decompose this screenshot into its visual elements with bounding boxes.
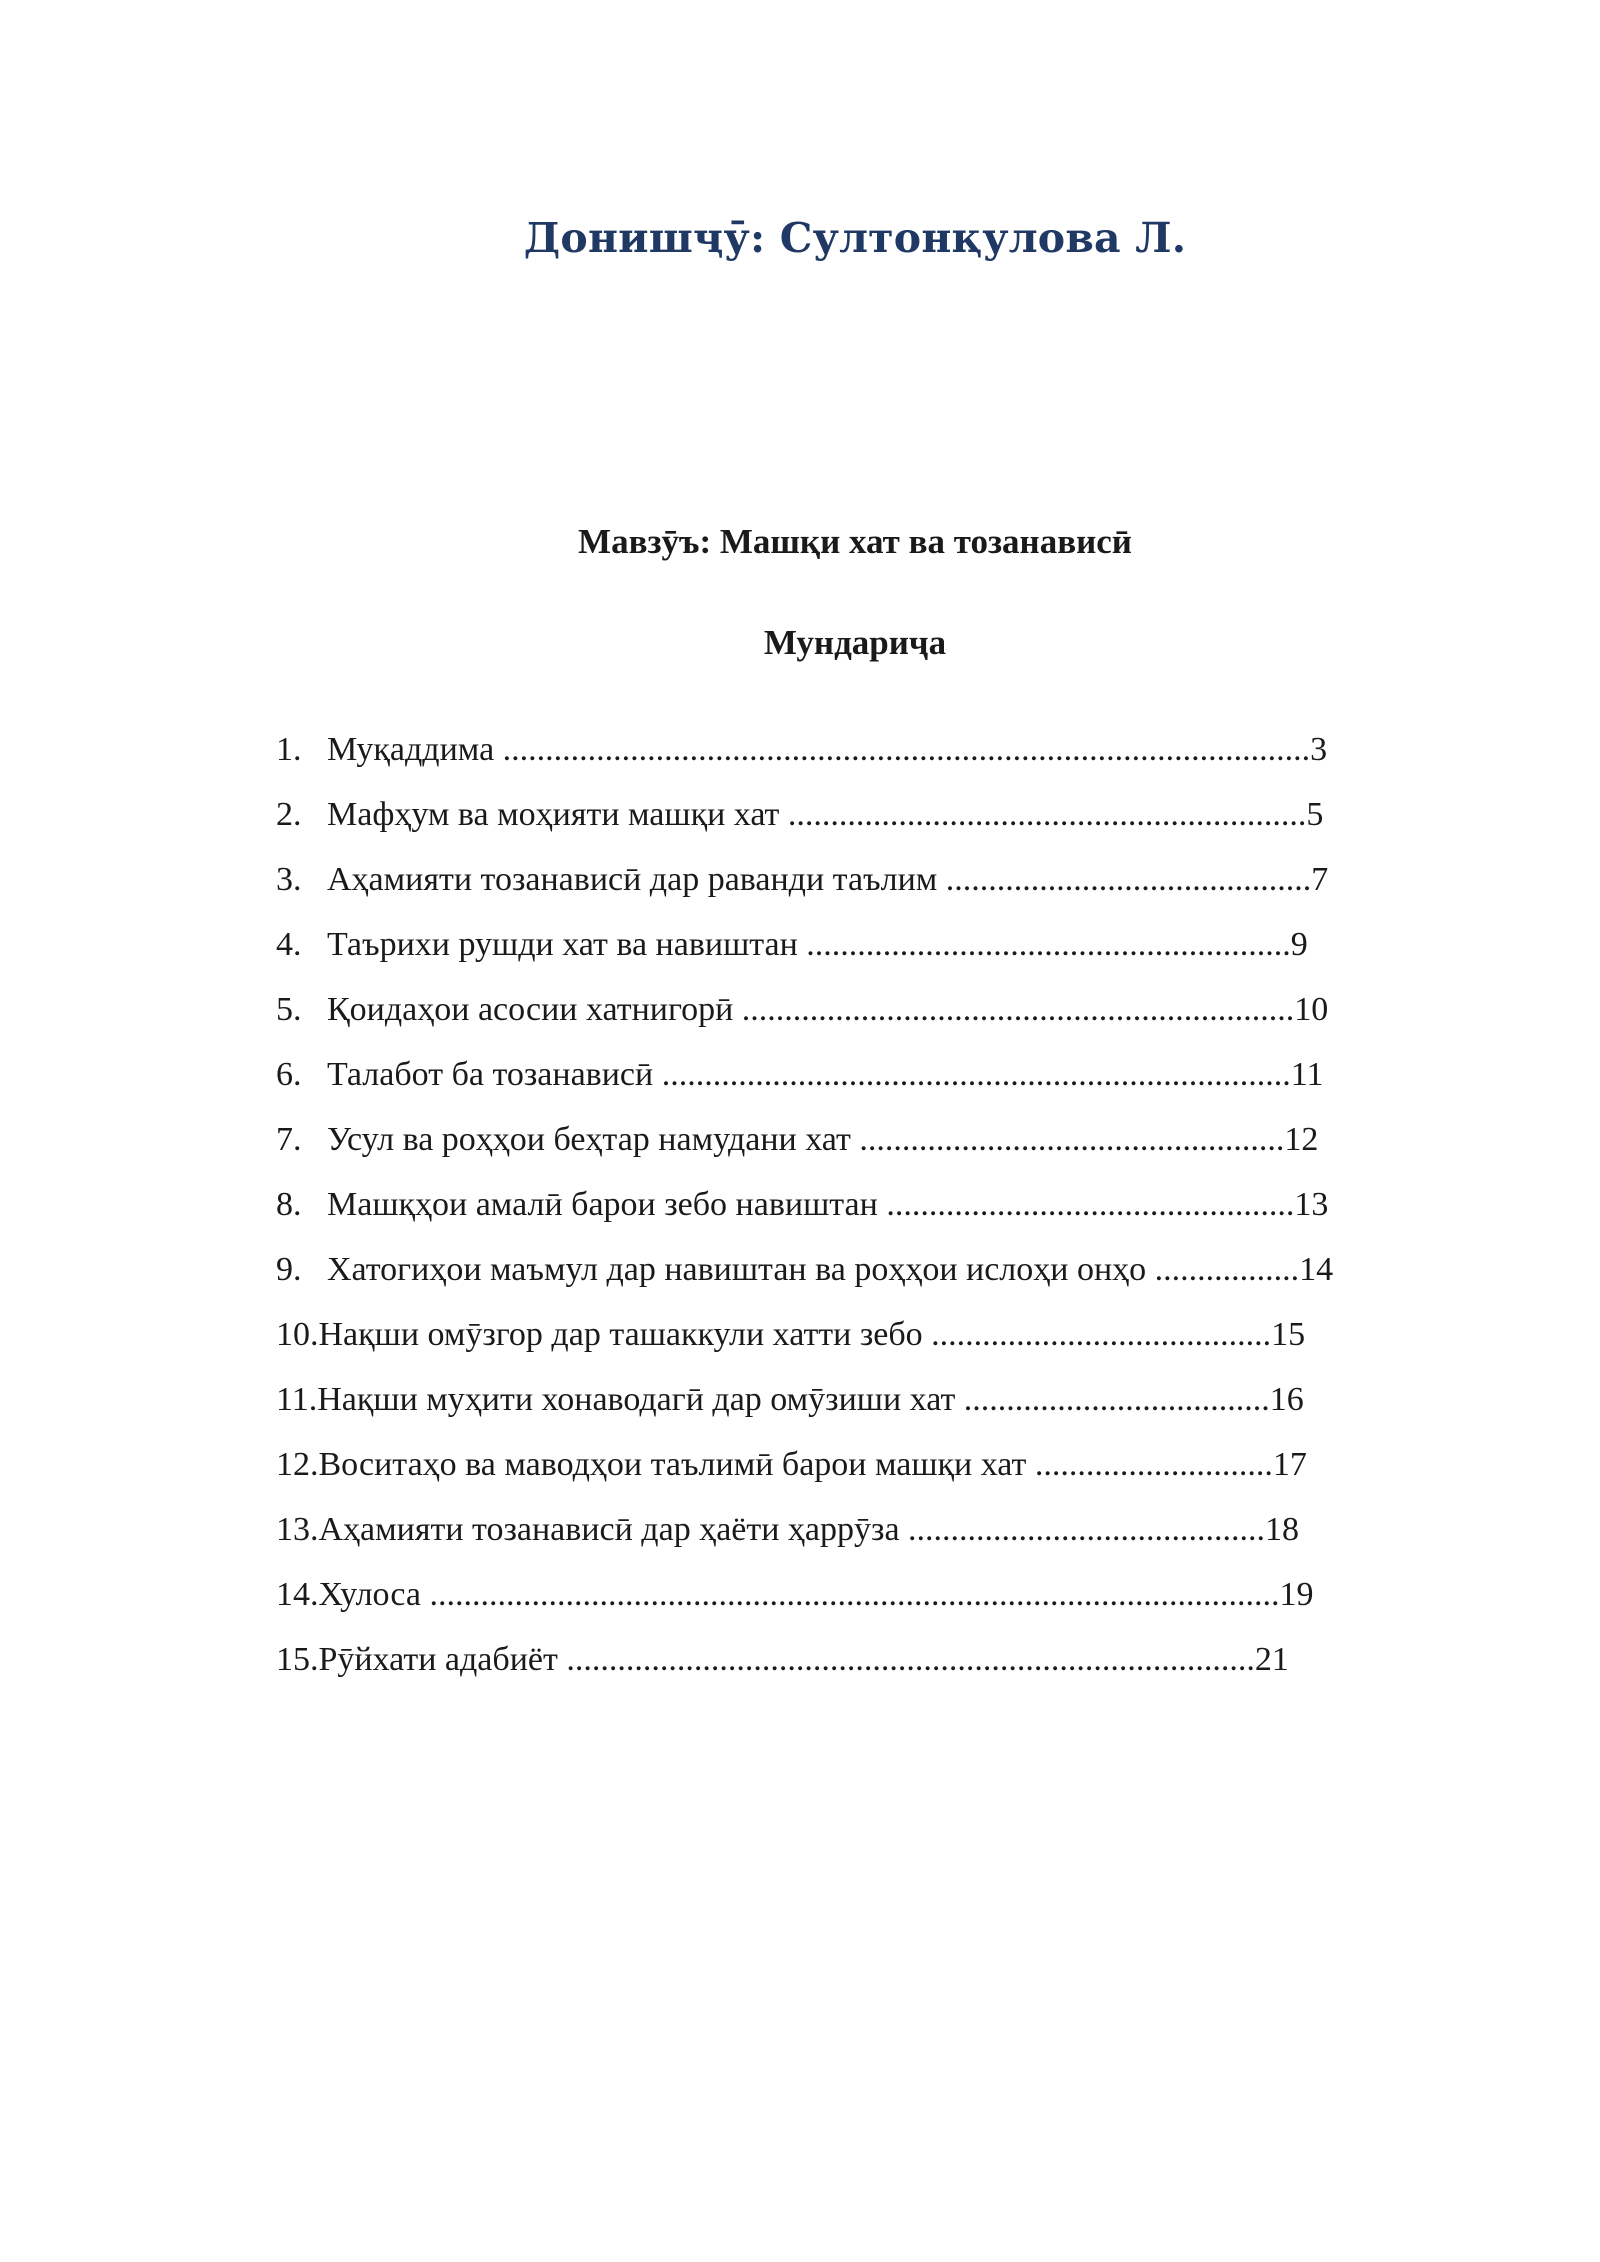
contents-heading: Мундариҷа — [763, 623, 947, 662]
toc-item-entry: Рӯйхати адабиёт .................................................................................21 — [318, 1641, 1289, 1678]
toc-item-entry: Талабот ба тозанависӣ ..........................................................................11 — [327, 1056, 1324, 1093]
toc-item-entry: Воситаҳо ва маводҳои таълимӣ барои машқи хат ............................17 — [318, 1446, 1307, 1483]
toc-item-number: 3. — [276, 861, 302, 898]
toc-item — [276, 1307, 1333, 1372]
toc-item — [276, 787, 1333, 852]
toc-item-number: 6. — [276, 1056, 302, 1093]
toc-item-entry: Хатогиҳои маъмул дар навиштан ва роҳҳои ислоҳи онҳо .................14 — [327, 1251, 1334, 1288]
toc-item-number: 1. — [276, 731, 302, 768]
topic-title: Мавзӯъ: Машқи хат ва тозанависӣ — [578, 522, 1132, 561]
toc-item-number: 12. — [276, 1446, 319, 1483]
toc-item — [276, 1502, 1333, 1567]
toc-item-number: 10. — [276, 1316, 319, 1353]
toc-item-entry: Муқаддима ...............................................................................................3 — [327, 731, 1328, 768]
toc-item — [276, 1112, 1333, 1177]
toc-item-entry: Усул ва роҳҳои беҳтар намудани хат ..................................................12 — [327, 1121, 1319, 1158]
toc-item-number: 11. — [276, 1381, 318, 1418]
toc-item — [276, 722, 1333, 787]
toc-item-entry: Хулоса ....................................................................................................19 — [318, 1576, 1314, 1613]
toc-item-entry: Нақши омӯзгор дар ташаккули хатти зебо ........................................15 — [318, 1316, 1306, 1353]
toc-item — [276, 1177, 1333, 1242]
toc-item-number: 15. — [276, 1641, 319, 1678]
toc-item-number: 8. — [276, 1186, 302, 1223]
table-of-contents — [276, 722, 1333, 1697]
toc-item — [276, 1567, 1333, 1632]
student-name: Донишҷӯ: Султонқулова Л. — [523, 214, 1187, 262]
toc-item-number: 5. — [276, 991, 302, 1028]
toc-item — [276, 1047, 1333, 1112]
toc-item-number: 13. — [276, 1511, 319, 1548]
toc-item-number: 7. — [276, 1121, 302, 1158]
toc-item-entry: Машқҳои амалӣ барои зебо навиштан ................................................13 — [327, 1186, 1329, 1223]
toc-item — [276, 917, 1333, 982]
toc-item — [276, 982, 1333, 1047]
toc-item-number: 4. — [276, 926, 302, 963]
toc-item-entry: Аҳамияти тозанависӣ дар раванди таълим ...........................................7 — [327, 861, 1329, 898]
toc-item-entry: Нақши муҳити хонаводагӣ дар омӯзиши хат ....................................16 — [317, 1381, 1304, 1418]
toc-item-entry: Аҳамияти тозанависӣ дар ҳаёти ҳаррӯза ..........................................18 — [318, 1511, 1300, 1548]
toc-item-number: 2. — [276, 796, 302, 833]
toc-item-entry: Мафҳум ва моҳияти машқи хат .............................................................5 — [327, 796, 1324, 833]
toc-item — [276, 1437, 1333, 1502]
toc-item — [276, 1242, 1333, 1307]
toc-item — [276, 1372, 1333, 1437]
toc-item-entry: Қоидаҳои асосии хатнигорӣ .................................................................10 — [327, 991, 1329, 1028]
toc-item-entry: Таърихи рушди хат ва навиштан .........................................................9 — [327, 926, 1308, 963]
toc-item — [276, 852, 1333, 917]
toc-item-number: 14. — [276, 1576, 319, 1613]
toc-item-number: 9. — [276, 1251, 302, 1288]
toc-item — [276, 1632, 1333, 1697]
